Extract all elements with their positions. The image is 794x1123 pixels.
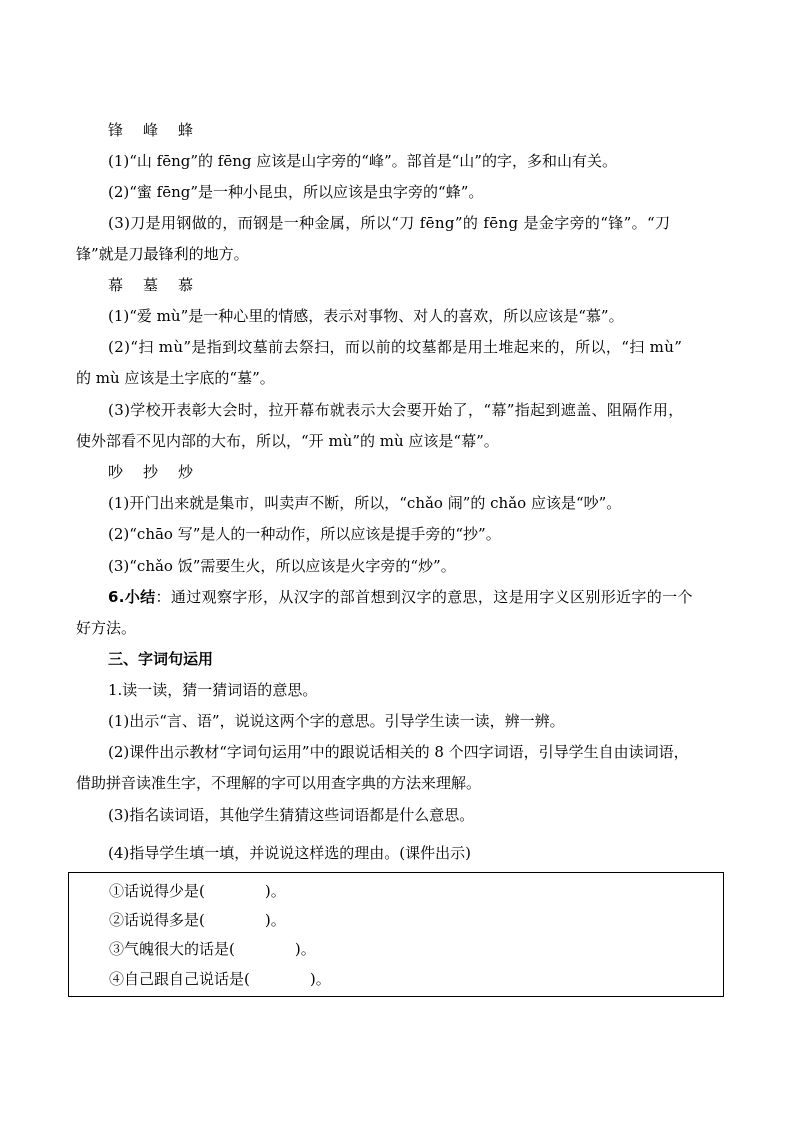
mu-p1: (1)“爱 mù”是一种心里的情感，表示对事物、对人的喜欢，所以应该是“慕”。 — [108, 307, 624, 325]
feng-p1: (1)“山 fēng”的 fēng 应该是山字旁的“峰”。部首是“山”的字，多和山有关。 — [108, 152, 617, 170]
summary-line2: 好方法。 — [76, 619, 137, 637]
chao-p2: (2)“chāo 写”是人的一种动作，所以应该是提手旁的“抄”。 — [108, 525, 501, 543]
section3-s2-line1: (2)课件出示教材“字词句运用”中的跟说话相关的 8 个四字词语，引导学生自由读词语， — [108, 743, 689, 761]
mu-chars — [108, 275, 213, 295]
exercise-q2: ②话说得多是( )。 — [109, 911, 286, 929]
mu-p2-line2: 的 mù 应该是土字底的“墓”。 — [76, 369, 275, 387]
char-3: 慕 — [178, 276, 194, 294]
summary-line1 — [108, 587, 693, 607]
char-1: 幕 — [108, 276, 124, 294]
section3-s1: (1)出示“言、语”，说说这两个字的意思。引导学生读一读，辨一辨。 — [108, 712, 565, 730]
chao-chars — [108, 462, 213, 482]
exercise-box — [68, 872, 724, 997]
mu-p3-line1: (3)学校开表彰大会时，拉开幕布就表示大会要开始了，“幕”指起到遮盖、阻隔作用， — [108, 401, 684, 419]
chao-p1: (1)开门出来就是集市，叫卖声不断，所以，“chǎo 闹”的 chǎo 应该是“吵”。 — [108, 494, 622, 512]
section3-s4: (4)指导学生填一填，并说说这样选的理由。(课件出示) — [108, 844, 471, 862]
exercise-q3: ③气魄很大的话是( )。 — [109, 940, 316, 958]
char-1: 吵 — [108, 463, 124, 481]
feng-p3-line1: (3)刀是用钢做的，而钢是一种金属，所以“刀 fēng”的 fēng 是金字旁的“锋”。“刀 — [108, 214, 671, 232]
char-3: 炒 — [178, 463, 194, 481]
feng-p3-line2: 锋”就是刀最锋利的地方。 — [76, 245, 249, 263]
char-2: 抄 — [143, 463, 159, 481]
mu-p2-line1: (2)“扫 mù”是指到坟墓前去祭扫，而以前的坟墓都是用土堆起来的，所以，“扫 mù” — [108, 338, 683, 356]
char-2: 峰 — [143, 121, 159, 139]
char-3: 蜂 — [178, 121, 194, 139]
section3-heading: 三、字词句运用 — [108, 650, 214, 668]
feng-p2: (2)“蜜 fēng”是一种小昆虫，所以应该是虫字旁的“蜂”。 — [108, 183, 484, 201]
char-2: 墓 — [143, 276, 159, 294]
summary-text: ：通过观察字形，从汉字的部首想到汉字的意思，这是用字义区别形近字的一个 — [155, 588, 693, 606]
mu-p3-line2: 使外部看不见内部的大布，所以，“开 mù”的 mù 应该是“幕”。 — [76, 432, 499, 450]
exercise-q4: ④自己跟自己说话是( )。 — [109, 970, 331, 988]
section3-s3: (3)指名读词语，其他学生猜猜这些词语都是什么意思。 — [108, 806, 475, 824]
summary-label: 6.小结 — [108, 588, 156, 606]
section3-item1: 1.读一读，猜一猜词语的意思。 — [108, 681, 318, 699]
section3-s2-line2: 借助拼音读准生字，不理解的字可以用查字典的方法来理解。 — [76, 774, 482, 792]
exercise-q1: ①话说得少是( )。 — [109, 882, 286, 900]
chao-p3: (3)“chǎo 饭”需要生火，所以应该是火字旁的“炒”。 — [108, 557, 456, 575]
feng-chars — [108, 120, 213, 140]
char-1: 锋 — [108, 121, 124, 139]
